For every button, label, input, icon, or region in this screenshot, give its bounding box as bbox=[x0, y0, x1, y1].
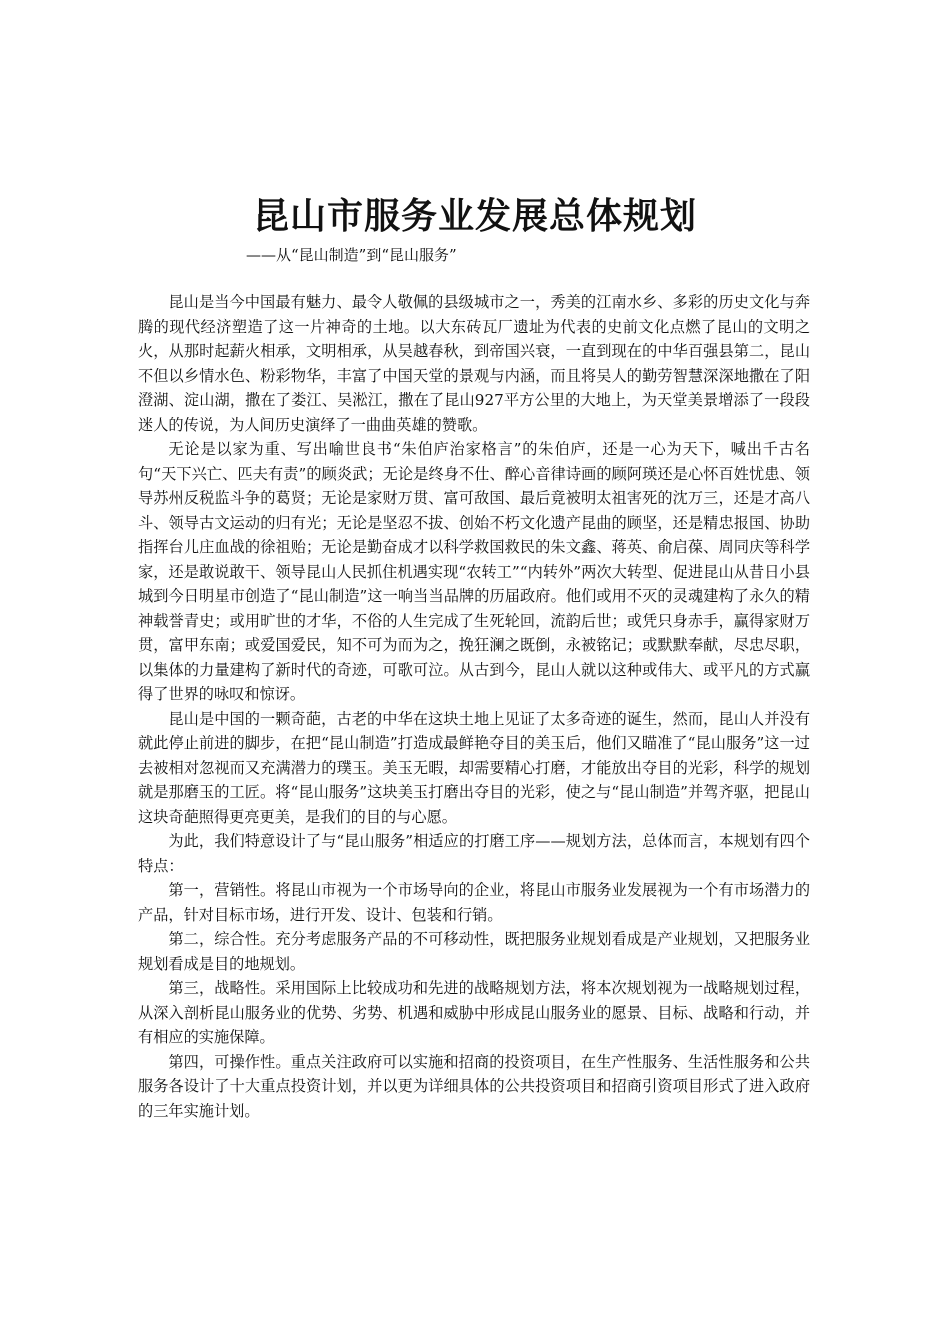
paragraph-feature-strategic: 第三，战略性。采用国际上比较成功和先进的战略规划方法，将本次规划视为一战略规划过程，从深入剖析昆山服务业的优势、劣势、机遇和威胁中形成昆山服务业的愿景、目标、战略和行动，并有相应的实施保障。 bbox=[138, 979, 810, 1046]
paragraph-kunshan-service: 昆山是中国的一颗奇葩，古老的中华在这块土地上见证了太多奇迹的诞生，然而，昆山人并没有就此停止前进的脚步，在把“昆山制造”打造成最鲜艳夺目的美玉后，他们又瞄准了“昆山服务”这一过去被相对忽视而又充满潜力的璞玉。美玉无暇，却需要精心打磨，才能放出夺目的光彩，科学的规划就是那磨玉的工匠。将“昆山服务”这块美玉打磨出夺目的光彩，使之与“昆山制造”并驾齐驱，把昆山这块奇葩照得更亮更美，是我们的目的与心愿。 bbox=[138, 709, 810, 826]
paragraph-intro: 昆山是当今中国最有魅力、最令人敬佩的县级城市之一，秀美的江南水乡、多彩的历史文化与奔腾的现代经济塑造了这一片神奇的土地。以大东砖瓦厂遗址为代表的史前文化点燃了昆山的文明之火，从那时起薪火相承，文明相承，从吴越春秋，到帝国兴衰，一直到现在的中华百强县第二，昆山不但以乡情水色、粉彩物华，丰富了中国天堂的景观与内涵，而且将吴人的勤劳智慧深深地撒在了阳澄湖、淀山湖，撒在了娄江、吴淞江，撒在了昆山927平方公里的大地上，为天堂美景增添了一段段迷人的传说，为人间历史演绎了一曲曲英雄的赞歌。 bbox=[138, 293, 810, 434]
paragraph-historical-figures: 无论是以家为重、写出喻世良书“朱伯庐治家格言”的朱伯庐，还是一心为天下，喊出千古名句“天下兴亡、匹夫有责”的顾炎武；无论是终身不仕、醉心音律诗画的顾阿瑛还是心怀百姓忧患、领导苏州反税监斗争的葛贤；无论是家财万贯、富可敌国、最后竟被明太祖害死的沈万三，还是才高八斗、领导古文运动的归有光；无论是坚忍不拔、创始不朽文化遗产昆曲的顾坚，还是精忠报国、协助指挥台儿庄血战的徐祖贻；无论是勤奋成才以科学救国救民的朱文鑫、蒋英、俞启葆、周同庆等科学家，还是敢说敢干、领导昆山人民抓住机遇实现“农转工”“内转外”两次大转型、促进昆山从昔日小县城到今日明星市创造了“昆山制造”这一响当当品牌的历届政府。他们或用不灭的灵魂建构了永久的精神载誉青史；或用旷世的才华，不俗的人生完成了生死轮回，流韵后世；或凭只身赤手，赢得家财万贯，富甲东南；或爱国爱民，知不可为而为之，挽狂澜之既倒，永被铭记；或默默奉献，尽忠尽职，以集体的力量建构了新时代的奇迹，可歌可泣。从古到今，昆山人就以这种或伟大、或平凡的方式赢得了世界的咏叹和惊讶。 bbox=[138, 440, 810, 703]
paragraph-feature-operable: 第四，可操作性。重点关注政府可以实施和招商的投资项目，在生产性服务、生活性服务和公共服务各设计了十大重点投资计划，并以更为详细具体的公共投资项目和招商引资项目形式了进入政府的三年实施计划。 bbox=[138, 1052, 810, 1120]
document-subtitle: ——从“昆山制造”到“昆山服务” bbox=[246, 246, 457, 264]
paragraph-features-intro: 为此，我们特意设计了与“昆山服务”相适应的打磨工序——规划方法，总体而言，本规划有四个特点： bbox=[138, 832, 810, 875]
paragraph-feature-marketing: 第一，营销性。将昆山市视为一个市场导向的企业，将昆山市服务业发展视为一个有市场潜力的产品，针对目标市场，进行开发、设计、包装和行销。 bbox=[138, 881, 810, 924]
paragraph-feature-comprehensive: 第二，综合性。充分考虑服务产品的不可移动性，既把服务业规划看成是产业规划，又把服务业规划看成是目的地规划。 bbox=[138, 930, 810, 973]
document-body bbox=[138, 290, 810, 1123]
document-title: 昆山市服务业发展总体规划 bbox=[252, 195, 697, 237]
